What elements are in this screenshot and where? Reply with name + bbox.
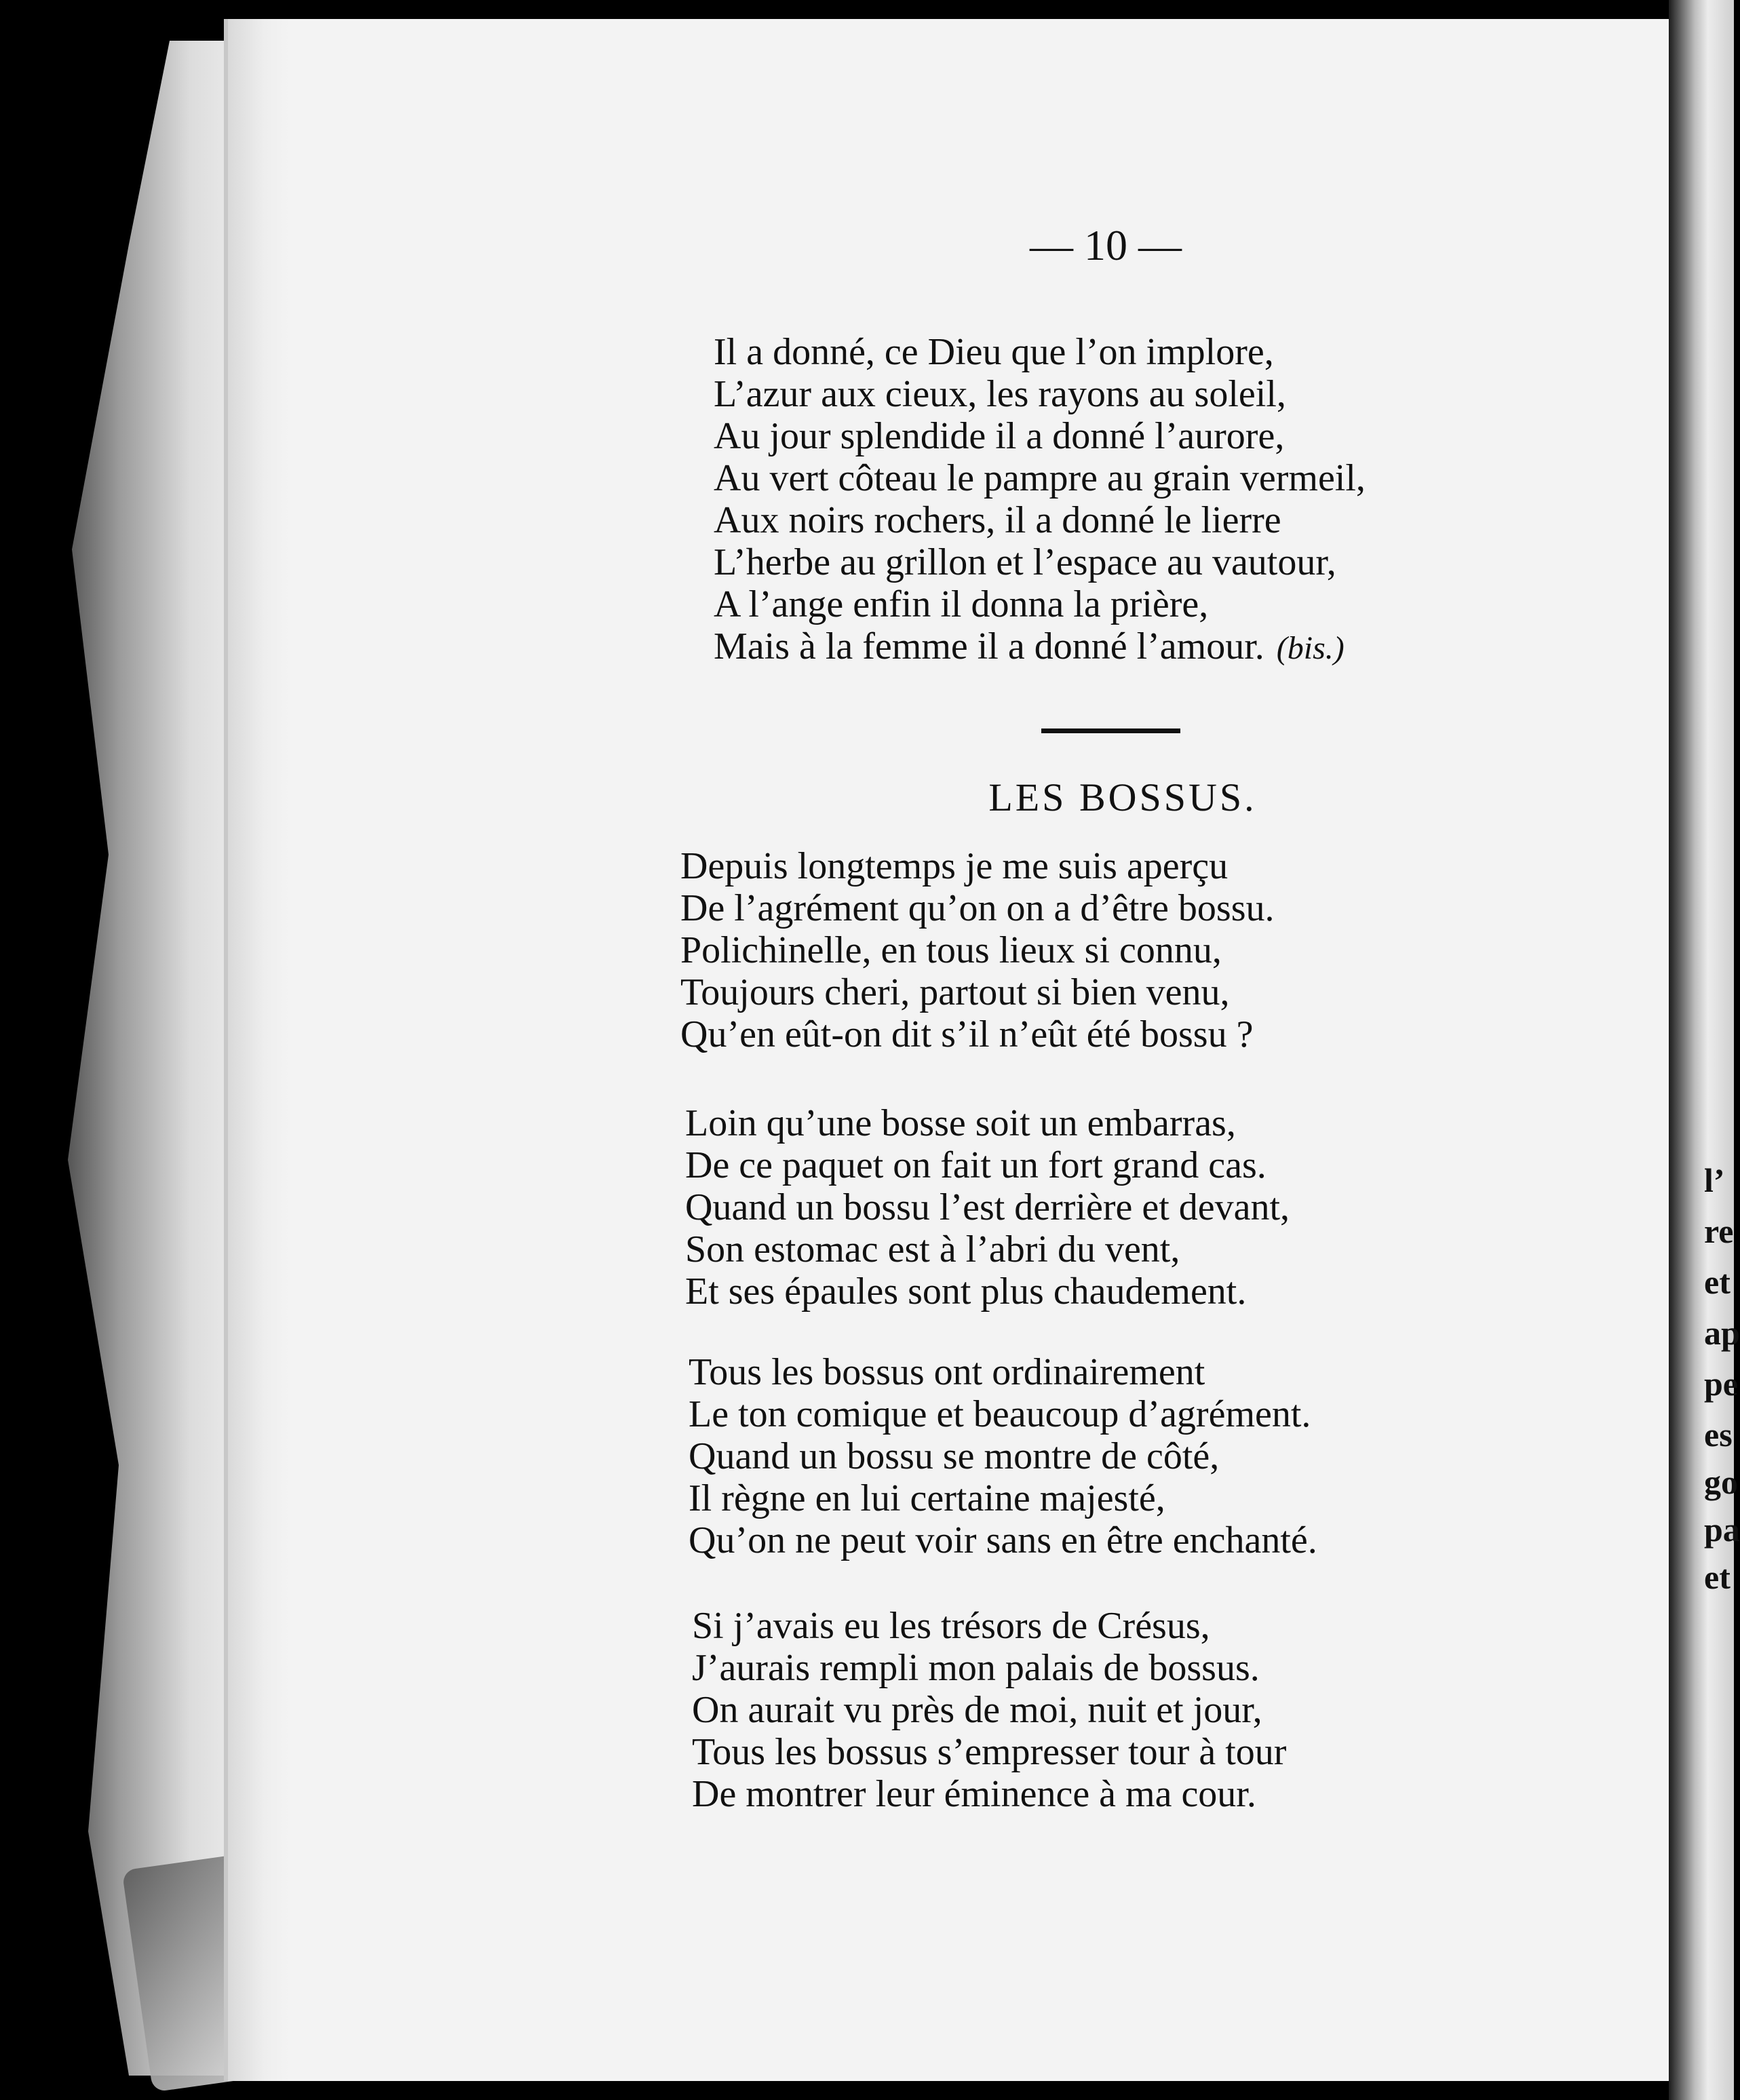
verse-line: Qu’on ne peut voir sans en être enchanté. — [689, 1519, 1317, 1561]
adjacent-page-edge — [1669, 0, 1740, 2100]
verse-line: Qu’en eût-on dit s’il n’eût été bossu ? — [680, 1013, 1254, 1055]
verse-line: De l’agrément qu’on on a d’être bossu. — [680, 887, 1275, 929]
page-number: — 10 — — [1030, 221, 1182, 269]
verse-line: Au vert côteau le pampre au grain vermeil, — [714, 457, 1366, 499]
verse-line: Le ton comique et beaucoup d’agrément. — [689, 1393, 1311, 1435]
fragment: et — [1704, 1558, 1731, 1596]
section-title: LES BOSSUS. — [988, 775, 1257, 819]
verse-line: Toujours cheri, partout si bien venu, — [680, 971, 1230, 1013]
fragment: es — [1704, 1416, 1733, 1454]
verse-line: J’aurais rempli mon palais de bossus. — [692, 1647, 1260, 1689]
fragment: l’ — [1704, 1161, 1725, 1199]
verse-line: Tous les bossus ont ordinairement — [689, 1351, 1205, 1393]
page-gutter — [228, 19, 289, 2081]
verse-line: Au jour splendide il a donné l’aurore, — [714, 415, 1285, 457]
verse-line: Depuis longtemps je me suis aperçu — [680, 845, 1229, 887]
verse-text: Mais à la femme il a donné l’amour. — [714, 625, 1264, 667]
verse-line-with-refrain — [714, 625, 1366, 667]
fragment: ap — [1704, 1314, 1740, 1352]
section-divider — [1041, 728, 1180, 733]
fragment: et — [1704, 1263, 1731, 1301]
verse-line: Et ses épaules sont plus chaudement. — [685, 1270, 1247, 1312]
verse-line: Tous les bossus s’empresser tour à tour — [692, 1731, 1287, 1773]
stanza-3 — [689, 1351, 1317, 1561]
verse-line: A l’ange enfin il donna la prière, — [714, 583, 1209, 625]
fragment: re — [1704, 1212, 1734, 1250]
stanza-4 — [692, 1605, 1286, 1815]
verse-line: Il a donné, ce Dieu que l’on implore, — [714, 331, 1274, 373]
verse-line: Loin qu’une bosse soit un embarras, — [685, 1102, 1236, 1144]
verse-line: Polichinelle, en tous lieux si connu, — [680, 929, 1222, 971]
verse-line: Si j’avais eu les trésors de Crésus, — [692, 1605, 1210, 1647]
fragment: pe — [1704, 1365, 1738, 1403]
verse-line: Quand un bossu se montre de côté, — [689, 1435, 1220, 1477]
verse-line: Son estomac est à l’abri du vent, — [685, 1228, 1180, 1270]
fragment: go — [1704, 1463, 1738, 1501]
verse-line: On aurait vu près de moi, nuit et jour, — [692, 1689, 1262, 1731]
first-stanza — [714, 331, 1366, 667]
stanza-2 — [685, 1102, 1290, 1312]
fragment: pa — [1704, 1511, 1740, 1549]
verse-line: De montrer leur éminence à ma cour. — [692, 1773, 1256, 1815]
verse-line: Il règne en lui certaine majesté, — [689, 1477, 1165, 1519]
refrain-mark: (bis.) — [1276, 630, 1345, 666]
verse-line: Quand un bossu l’est derrière et devant, — [685, 1186, 1290, 1228]
stanza-1 — [680, 845, 1275, 1055]
verse-line: L’herbe au grillon et l’espace au vautour, — [714, 541, 1336, 583]
verse-line: Aux noirs rochers, il a donné le lierre — [714, 499, 1281, 541]
verse-line: L’azur aux cieux, les rayons au soleil, — [714, 373, 1286, 415]
torn-left-edge — [47, 41, 251, 2076]
verse-line: De ce paquet on fait un fort grand cas. — [685, 1144, 1267, 1186]
